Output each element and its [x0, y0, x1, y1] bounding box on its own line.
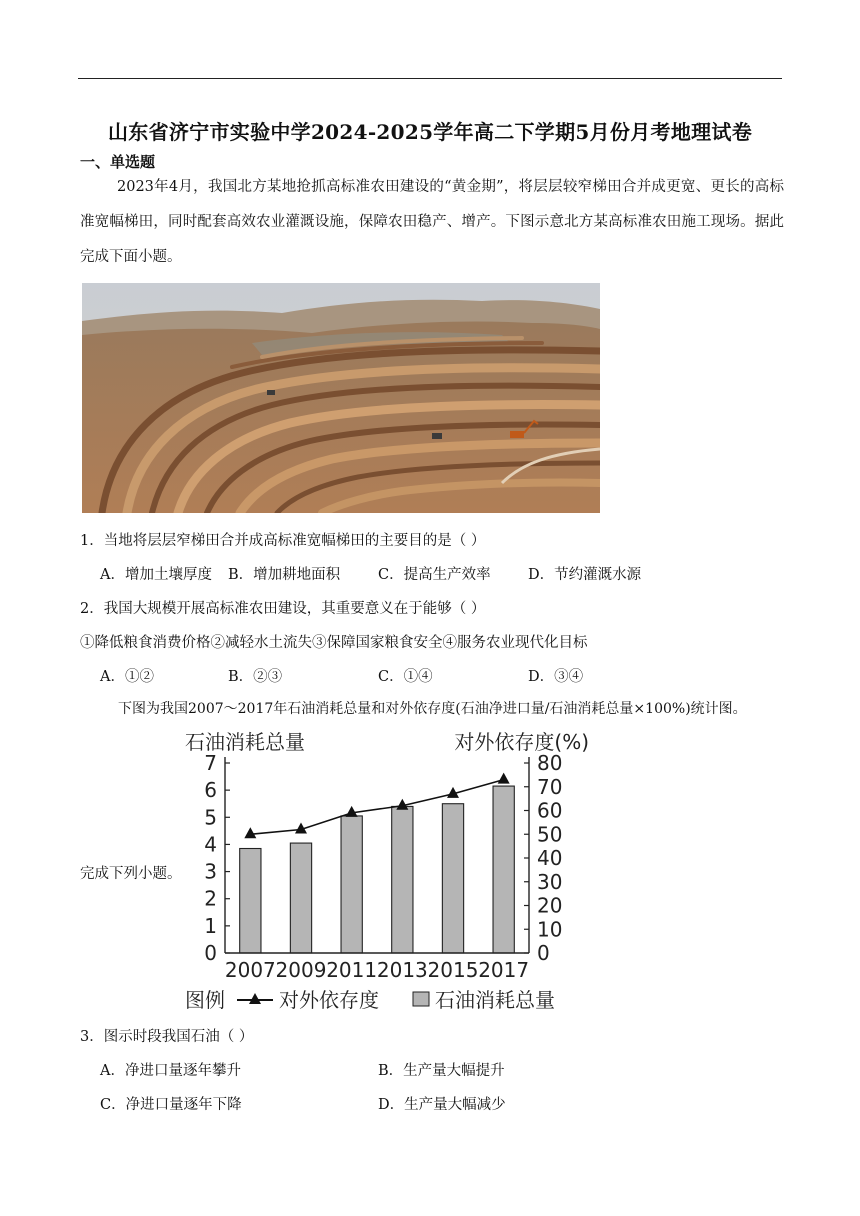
right-tick-label: 30 [537, 869, 563, 894]
right-tick-label: 40 [537, 846, 563, 870]
right-tick-label: 70 [537, 774, 563, 799]
left-tick-label: 1 [204, 913, 217, 938]
header-rule [78, 78, 782, 79]
consumption-bar [493, 786, 514, 953]
x-tick-label: 2011 [326, 958, 378, 982]
x-tick-label: 2009 [275, 958, 327, 982]
consumption-bar [341, 816, 362, 953]
right-tick-label: 0 [537, 941, 550, 965]
left-tick-label: 3 [204, 859, 217, 884]
question-3-option-c[interactable]: C．净进口量逐年下降 [100, 1097, 242, 1113]
x-tick-label: 2013 [376, 958, 428, 982]
question-2-option-b[interactable]: B．②③ [228, 669, 283, 685]
dependency-point [498, 773, 510, 784]
question-2-option-d[interactable]: D．③④ [528, 669, 584, 685]
question-1-stem: 1．当地将层层窄梯田合并成高标准宽幅梯田的主要目的是（ ） [80, 533, 486, 549]
question-3-option-d[interactable]: D．生产量大幅减少 [378, 1097, 506, 1113]
legend-title: 图例 [185, 988, 225, 1012]
section-heading: 一、单选题 [80, 153, 156, 171]
legend-bar-swatch [413, 992, 429, 1006]
question-3-stem: 3．图示时段我国石油（ ） [80, 1029, 254, 1045]
consumption-bar [240, 849, 261, 954]
left-tick-label: 6 [204, 778, 217, 803]
left-tick-label: 4 [204, 832, 217, 857]
question-3-option-a[interactable]: A．净进口量逐年攀升 [100, 1063, 241, 1079]
terraced-field-construction-photo [82, 283, 600, 513]
right-tick-label: 20 [537, 893, 563, 918]
right-tick-label: 80 [537, 751, 563, 775]
left-axis-title: 石油消耗总量 [185, 730, 305, 754]
right-tick-label: 10 [537, 917, 563, 942]
legend-label-dependency: 对外依存度 [279, 988, 379, 1012]
right-tick-label: 60 [537, 798, 563, 823]
left-tick-label: 0 [204, 941, 217, 965]
left-tick-label: 7 [204, 751, 217, 775]
question-2-statements: ①降低粮食消费价格②减轻水土流失③保障国家粮食安全④服务农业现代化目标 [80, 635, 588, 651]
chart-intro: 下图为我国2007～2017年石油消耗总量和对外依存度(石油净进口量/石油消耗总量×100%)统计图。 [118, 701, 747, 717]
question-1-option-c[interactable]: C．提高生产效率 [378, 567, 491, 583]
intro-paragraph: 2023年4月，我国北方某地抢抓高标准农田建设的“黄金期”，将层层较窄梯田合并成更宽、更长的高标准宽幅梯田，同时配套高效农业灌溉设施，保障农田稳产、增产。下图示意北方某高标准农田施工现场。据此完成下面小题。 [80, 179, 784, 265]
left-tick-label: 2 [204, 886, 217, 911]
legend-triangle-marker [249, 993, 261, 1004]
consumption-bar [290, 843, 311, 953]
oil-consumption-chart [181, 725, 591, 1017]
dependency-point [346, 806, 358, 817]
legend-label-consumption: 石油消耗总量 [435, 988, 555, 1012]
question-2-option-a[interactable]: A．①② [100, 669, 154, 685]
chart-after-text: 完成下列小题。 [80, 866, 182, 882]
right-tick-label: 50 [537, 822, 563, 847]
right-axis-title: 对外依存度(%) [454, 730, 589, 754]
question-3-option-b[interactable]: B．生产量大幅提升 [378, 1063, 505, 1079]
question-2-option-c[interactable]: C．①④ [378, 669, 433, 685]
x-tick-label: 2007 [224, 958, 276, 982]
x-tick-label: 2015 [427, 958, 479, 982]
consumption-bar [392, 806, 413, 953]
question-1-option-a[interactable]: A．增加土壤厚度 [100, 567, 212, 583]
dependency-point [244, 827, 256, 838]
consumption-bar [442, 804, 463, 953]
question-1-option-d[interactable]: D．节约灌溉水源 [528, 567, 642, 583]
left-tick-label: 5 [204, 805, 217, 830]
page-title: 山东省济宁市实验中学2024-2025学年高二下学期5月份月考地理试卷 [107, 120, 753, 144]
dependency-line [250, 780, 503, 835]
question-2-stem: 2．我国大规模开展高标准农田建设，其重要意义在于能够（ ） [80, 601, 486, 617]
question-1-option-b[interactable]: B．增加耕地面积 [228, 567, 341, 583]
x-tick-label: 2017 [478, 958, 530, 982]
